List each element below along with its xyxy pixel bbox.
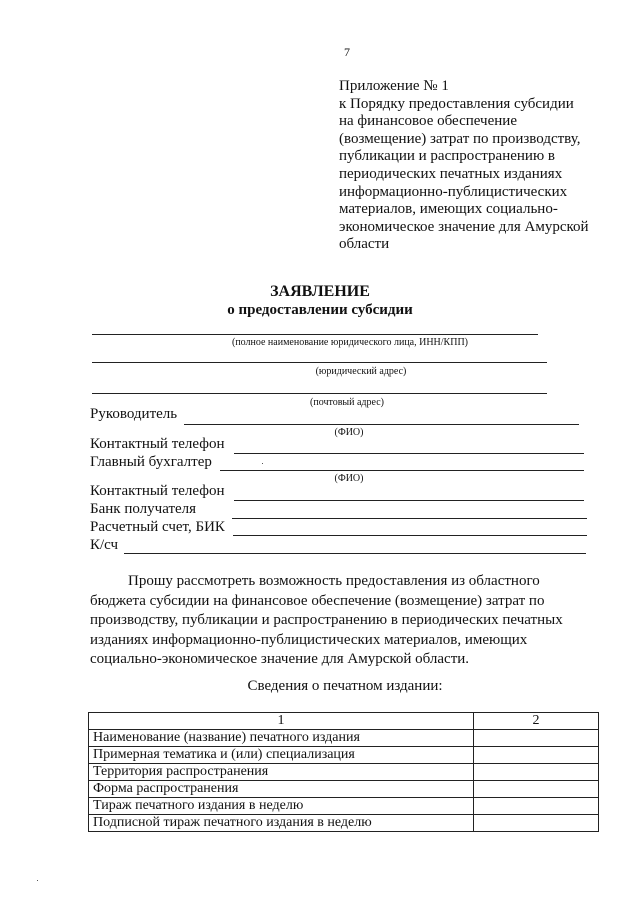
chief-accountant-fio-caption: (ФИО) (334, 473, 364, 484)
paragraph-line: социально-экономическое значение для Амурской области. (90, 651, 470, 668)
table-cell-value[interactable] (474, 781, 599, 798)
table-row (89, 764, 599, 781)
table-cell-label: Территория распространения (89, 764, 474, 781)
table-header-row (89, 713, 599, 730)
appendix-line: публикации и распространению в (339, 148, 555, 165)
chief-accountant-label: Главный бухгалтер (90, 454, 212, 470)
table-row (89, 781, 599, 798)
table-header-cell: 1 (89, 713, 474, 730)
table-row (89, 798, 599, 815)
table-cell-label: Тираж печатного издания в неделю (89, 798, 474, 815)
contact-phone-label-2: Контактный телефон (90, 483, 225, 499)
table-cell-label: Примерная тематика и (или) специализация (89, 747, 474, 764)
table-cell-label: Подписной тираж печатного издания в неделю (89, 815, 474, 832)
bank-label: Банк получателя (90, 501, 197, 517)
table-cell-value[interactable] (474, 747, 599, 764)
table-cell-label: Форма распространения (89, 781, 474, 798)
appendix-line: экономическое значение для Амурской (339, 218, 589, 235)
appendix-line: периодических печатных изданиях (339, 165, 563, 182)
appendix-line: Приложение № 1 (339, 78, 449, 94)
corr-account-label: К/сч (90, 537, 119, 553)
legal-address-caption: (юридический адрес) (315, 366, 407, 377)
table-cell-value[interactable] (474, 730, 599, 747)
contact-phone-line[interactable] (234, 453, 584, 454)
table-row (89, 730, 599, 747)
info-heading: Сведения о печатном издании: (247, 678, 443, 694)
appendix-line: к Порядку предоставления субсидии (339, 95, 574, 112)
appendix-line: на финансовое обеспечение (339, 113, 517, 130)
account-label: Расчетный счет, БИК (90, 519, 225, 535)
scan-speck (262, 463, 263, 464)
appendix-line: информационно-публицистических (339, 183, 568, 200)
account-line[interactable] (233, 535, 587, 536)
page-number: 7 (344, 45, 350, 59)
org-name-line[interactable] (92, 334, 538, 335)
paragraph-line: бюджета субсидии на финансовое обеспечение (возмещение) затрат по (90, 592, 545, 609)
info-table (88, 712, 599, 832)
legal-address-line[interactable] (92, 362, 547, 363)
appendix-block (339, 78, 609, 254)
table-cell-label: Наименование (название) печатного издания (89, 730, 474, 747)
bank-line[interactable] (232, 518, 587, 519)
postal-address-line[interactable] (92, 393, 547, 394)
table-header-cell: 2 (474, 713, 599, 730)
table-row (89, 747, 599, 764)
postal-address-caption: (почтовый адрес) (310, 397, 384, 408)
paragraph-line: Прошу рассмотреть возможность предоставления из областного (128, 573, 540, 589)
contact-phone-label: Контактный телефон (90, 436, 225, 452)
corr-account-line[interactable] (124, 553, 586, 554)
head-fio-line[interactable] (184, 424, 579, 425)
table-cell-value[interactable] (474, 815, 599, 832)
appendix-line: (возмещение) затрат по производству, (339, 130, 581, 147)
table-row (89, 815, 599, 832)
head-label: Руководитель (90, 406, 178, 422)
contact-phone-line-2[interactable] (234, 500, 584, 501)
document-title: ЗАЯВЛЕНИЕ (270, 283, 370, 300)
scan-speck (37, 880, 38, 881)
chief-accountant-line[interactable] (220, 470, 584, 471)
paragraph-line: изданиях информационно-публицистических материалов, имеющих (90, 631, 528, 648)
request-paragraph (90, 572, 606, 670)
table-cell-value[interactable] (474, 764, 599, 781)
appendix-line: области (339, 236, 390, 253)
org-name-caption: (полное наименование юридического лица, ИНН/КПП) (231, 337, 469, 348)
paragraph-line: производству, публикации и распространению в периодических печатных (90, 612, 563, 629)
appendix-line: материалов, имеющих социально- (339, 201, 558, 218)
document-subtitle: о предоставлении субсидии (227, 302, 413, 318)
table-cell-value[interactable] (474, 798, 599, 815)
head-fio-caption: (ФИО) (334, 427, 364, 438)
